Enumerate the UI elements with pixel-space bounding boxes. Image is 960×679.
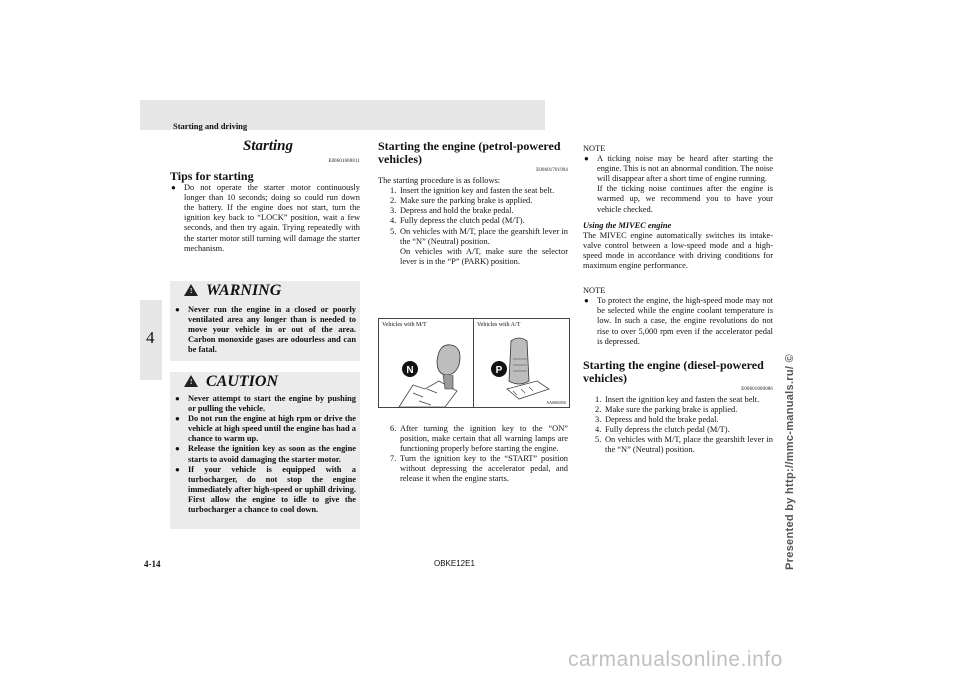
middle-column — [378, 140, 568, 267]
step-text: Fully depress the clutch pedal (M/T). — [400, 216, 525, 226]
right-column — [583, 144, 773, 455]
park-marker-icon — [491, 361, 507, 377]
step-text: Depress and hold the brake pedal. — [400, 206, 514, 216]
bullet-icon: ● — [584, 296, 589, 306]
step-text: After turning the ignition key to the “ON” position, make certain that all warning lamps are functioning properly before starting the engine. — [400, 424, 568, 454]
caution-item — [174, 444, 356, 464]
tips-heading: Tips for starting — [170, 169, 254, 184]
step-number: 1. — [390, 186, 397, 196]
step-item — [378, 186, 568, 196]
warning-icon: ! — [184, 284, 198, 296]
bullet-icon: ● — [175, 464, 180, 474]
step-text: Insert the ignition key and fasten the seat belt. — [400, 186, 555, 196]
title-code: E00601600811 — [328, 159, 360, 164]
step-item — [378, 216, 568, 226]
caution-text: Release the ignition key as soon as the engine starts to avoid damaging the starter motor. — [188, 444, 356, 464]
caution-icon: ! — [184, 375, 198, 387]
warning-body — [174, 305, 356, 355]
tips-bullet — [170, 183, 360, 254]
diesel-heading: Starting the engine (diesel-powered vehicles) — [583, 357, 764, 385]
step-number: 3. — [390, 206, 397, 216]
diesel-code: E00601800086 — [741, 386, 773, 392]
step-text: On vehicles with M/T, place the gearshift lever in the “N” (Neutral) position. — [605, 435, 773, 455]
left-column — [170, 157, 360, 254]
warning-header — [170, 281, 360, 299]
step-number: 2. — [390, 196, 397, 206]
figure-label-mt: Vehicles with M/T — [382, 322, 427, 328]
step-number: 1. — [595, 394, 602, 404]
document-code: OBKE12E1 — [434, 559, 475, 568]
step-item — [583, 435, 773, 455]
step-item — [378, 454, 568, 484]
petrol-heading: Starting the engine (petrol-powered vehicles) — [378, 139, 561, 166]
caution-text: Never attempt to start the engine by pushing or pulling the vehicle. — [188, 394, 356, 414]
step-text: Turn the ignition key to the “START” position without depressing the accelerator pedal, and release it when the engine starts. — [400, 454, 568, 484]
page-title: Starting — [243, 138, 294, 154]
caution-item — [174, 414, 356, 444]
bullet-icon: ● — [584, 154, 589, 164]
side-credit: Presented by http://mmc-manuals.ru/ © — [784, 353, 796, 570]
step-item — [583, 395, 773, 405]
step-item — [583, 415, 773, 425]
figure-label-at: Vehicles with A/T — [477, 322, 521, 328]
step-item — [583, 405, 773, 415]
warning-title: WARNING — [206, 282, 282, 299]
watermark: carmanualsonline.info — [568, 648, 783, 671]
note1-label: NOTE — [583, 144, 606, 153]
step-text: Fully depress the clutch pedal (M/T). — [605, 425, 730, 435]
caution-body — [174, 394, 356, 515]
bullet-icon: ● — [175, 444, 180, 454]
section-title: Starting and driving — [173, 121, 248, 131]
warning-text: Never run the engine in a closed or poorly ventilated area any longer than is needed to move your vehicle in or out of the area. Carbon monoxide gases are odourless and can be fatal. — [188, 305, 356, 355]
note2-text: To protect the engine, the high-speed mode may not be selected while the engine coolant temperature is low. In such a case, the engine revolutions do not rise to over 5,000 rpm even if the accelerator pedal is depressed. — [597, 296, 773, 346]
caution-box — [170, 372, 360, 529]
middle-column-lower — [378, 424, 568, 485]
note2-item — [583, 296, 773, 346]
step-text: Make sure the parking brake is applied. — [605, 404, 738, 414]
neutral-marker-icon — [402, 361, 418, 377]
petrol-code: E00601701994 — [536, 168, 568, 173]
letter-n: N — [406, 365, 414, 376]
chapter-number: 4 — [146, 328, 155, 347]
petrol-intro: The starting procedure is as follows: — [378, 176, 501, 186]
note1-item — [583, 154, 773, 184]
bullet-icon: ● — [175, 394, 180, 403]
caution-text: Do not run the engine at high rpm or drive the vehicle at high speed until the engine has had a chance to warm up. — [188, 414, 356, 444]
step-text: On vehicles with M/T, place the gearshift lever in the “N” (Neutral) position. — [400, 226, 568, 246]
step-number: 2. — [595, 404, 602, 414]
gear-figure — [378, 318, 570, 408]
step-number: 5. — [390, 226, 397, 236]
step-number: 4. — [595, 425, 602, 435]
step-item — [583, 425, 773, 435]
bullet-icon: ● — [171, 183, 176, 193]
step-item — [378, 424, 568, 454]
chapter-tab — [140, 300, 162, 380]
gear-illustration — [379, 319, 569, 407]
figure-code: AA0065056 — [546, 400, 566, 405]
step-text: Insert the ignition key and fasten the seat belt. — [605, 394, 760, 404]
note2-label: NOTE — [583, 286, 606, 296]
step-number: 6. — [390, 424, 397, 433]
caution-item — [174, 465, 356, 515]
page-header — [140, 100, 545, 130]
letter-p: P — [495, 365, 503, 376]
warning-item — [174, 305, 356, 355]
automatic-selector-icon — [507, 338, 549, 399]
mivec-text: The MIVEC engine automatically switches its intake-valve control between a low-speed mode and a high-speed mode in accordance with driving conditions for maximum engine performance. — [583, 230, 773, 271]
step-item — [378, 206, 568, 216]
step-number: 4. — [390, 216, 397, 226]
bullet-icon: ● — [175, 414, 180, 424]
note1-text: A ticking noise may be heard after starting the engine. This is not an abnormal condition. The noise will disappear after a short time of engine running. — [597, 154, 774, 184]
step-item — [378, 196, 568, 206]
step-text: Depress and hold the brake pedal. — [605, 414, 719, 424]
step-number: 7. — [390, 454, 397, 464]
warning-box — [170, 281, 360, 361]
bullet-icon: ● — [175, 305, 180, 314]
caution-item — [174, 394, 356, 414]
note1-text-2: If the ticking noise continues after the engine is warmed up, we recommend you to have your vehicle checked. — [597, 184, 773, 214]
caution-text: If your vehicle is equipped with a turbocharger, do not stop the engine immediately after high-speed or uphill driving. First allow the engine to idle to give the turbocharger a chance to cool down. — [188, 464, 356, 515]
step5-extra: On vehicles with A/T, make sure the selector lever is in the “P” (PARK) position. — [400, 246, 568, 266]
step-text: Make sure the parking brake is applied. — [400, 196, 533, 206]
page-number: 4-14 — [144, 559, 161, 569]
caution-title: CAUTION — [206, 373, 279, 390]
tips-text: Do not operate the starter motor continuously longer than 10 seconds; doing so could run down the battery. If the engine does not start, turn the ignition key back to “LOCK” position, wait a few seconds, and then try again. Trying repeatedly with the starter motor still turning will damage the starter mechanism. — [184, 183, 360, 253]
step-number: 3. — [595, 414, 602, 424]
step-number: 5. — [595, 435, 602, 445]
caution-header — [170, 372, 360, 390]
step-item — [378, 227, 568, 247]
mivec-title: Using the MIVEC engine — [583, 220, 672, 230]
